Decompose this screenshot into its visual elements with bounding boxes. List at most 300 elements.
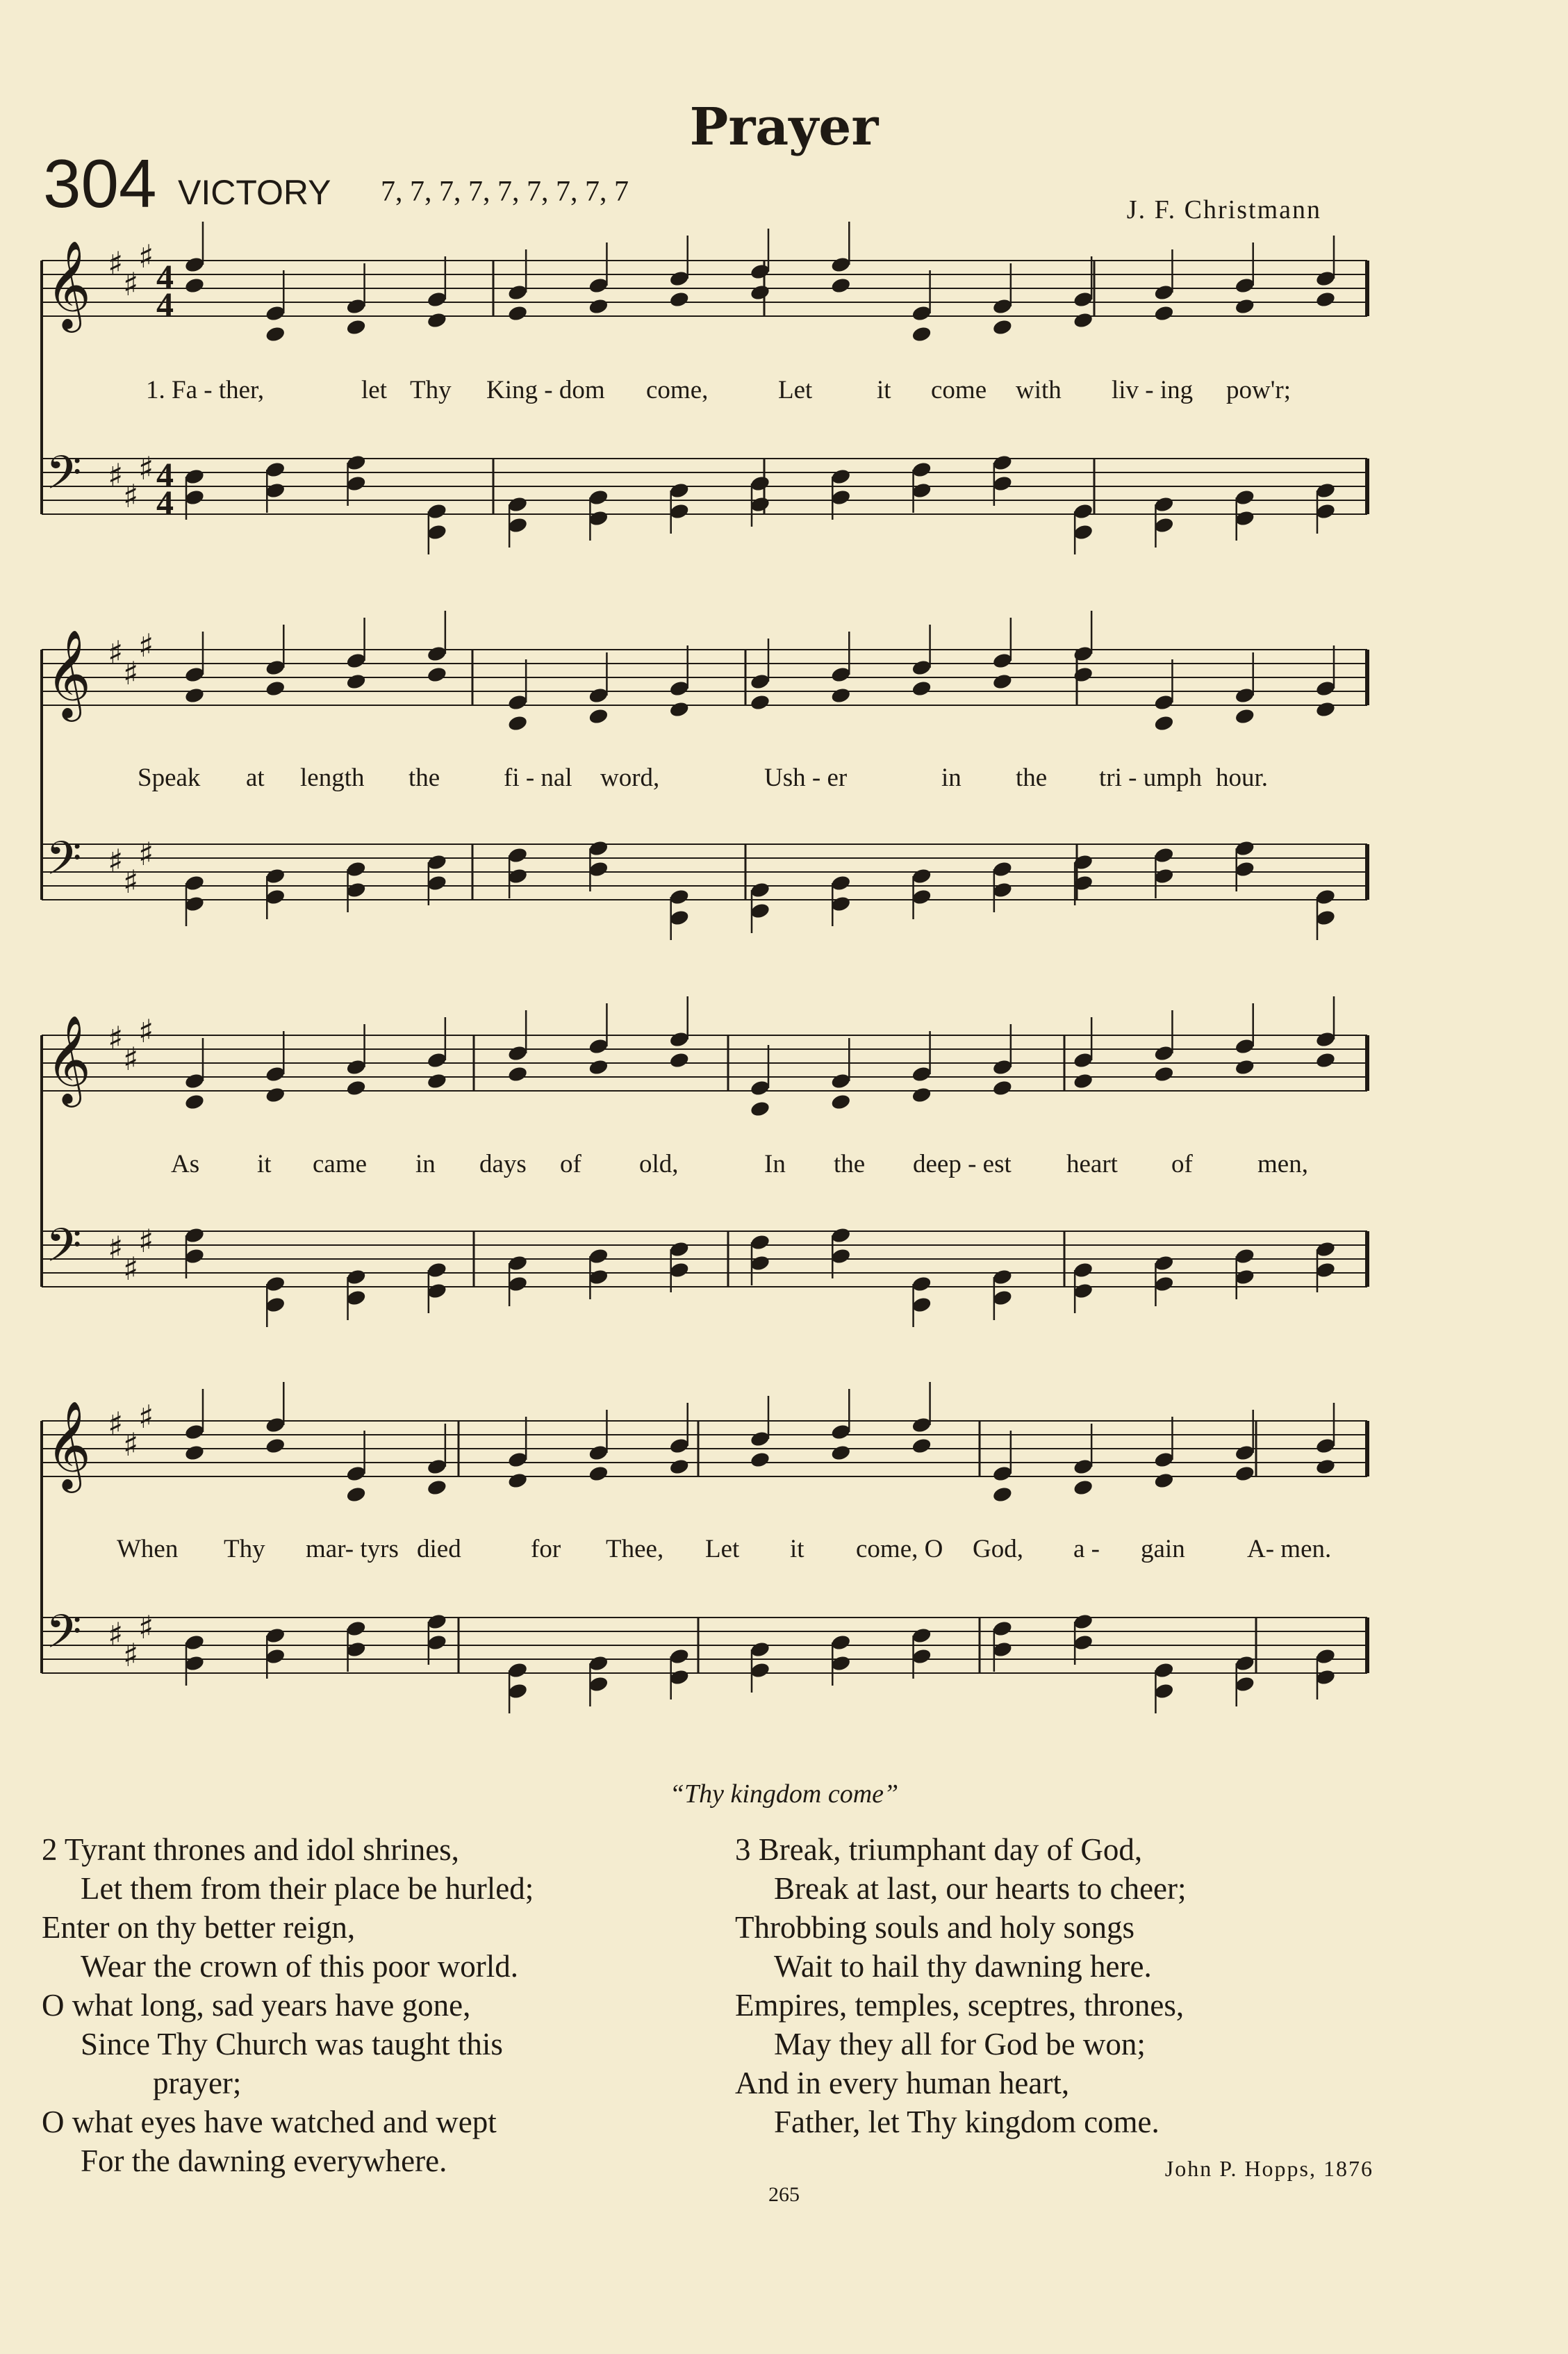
sharp-icon: ♯ (138, 1608, 154, 1646)
notehead (1234, 1465, 1255, 1483)
notehead (668, 1647, 690, 1665)
notehead (1315, 700, 1337, 718)
sharp-icon: ♯ (123, 1040, 139, 1078)
lyric-syllable: Speak (138, 764, 201, 792)
notehead (345, 318, 367, 336)
lyric-syllable: of (560, 1150, 581, 1178)
notehead (184, 277, 206, 295)
stanza-line: Let them from their place be hurled; (81, 1871, 534, 1906)
notehead (507, 846, 529, 864)
notehead (668, 502, 690, 520)
notehead (750, 1430, 771, 1448)
notehead (1234, 1058, 1255, 1076)
notehead (1073, 502, 1094, 520)
stanza-3 (735, 1830, 1187, 2141)
notehead (1234, 686, 1255, 705)
notehead (668, 290, 690, 308)
notehead (1234, 277, 1255, 295)
notehead (1073, 1458, 1094, 1476)
notehead (184, 488, 206, 507)
lyric-syllable: length (300, 764, 365, 792)
notehead (507, 304, 529, 322)
notehead (992, 1079, 1014, 1097)
notehead (265, 867, 286, 885)
page-number: 265 (768, 2183, 800, 2206)
time-signature-bottom: 4 (156, 285, 174, 324)
notehead (830, 666, 852, 684)
notehead (1153, 1275, 1175, 1293)
bass-clef-icon: 𝄢 (46, 832, 82, 896)
hymn-author: John P. Hopps, 1876 (1164, 2156, 1373, 2181)
tune-name: VICTORY (178, 173, 331, 212)
notehead (830, 1072, 852, 1090)
notehead (427, 1458, 448, 1476)
lyric-syllable: tri - umph (1099, 764, 1202, 792)
notehead (830, 277, 852, 295)
sharp-icon: ♯ (123, 655, 139, 692)
sharp-icon: ♯ (123, 1250, 139, 1287)
notehead (588, 1465, 609, 1483)
notehead (830, 686, 852, 705)
notehead (588, 1675, 609, 1693)
notehead (1315, 1240, 1337, 1258)
notehead (830, 256, 852, 274)
notehead (1073, 1051, 1094, 1069)
notehead (265, 1627, 286, 1645)
notehead (992, 860, 1014, 878)
notehead (265, 481, 286, 500)
time-signature-top: 4 (156, 455, 174, 494)
stanza-line: Wear the crown of this poor world. (81, 1949, 518, 1984)
notehead (911, 1627, 932, 1645)
notehead (911, 325, 932, 343)
lyric-syllable: the (1016, 764, 1048, 792)
notehead (427, 1261, 448, 1279)
lyric-syllable: hour. (1216, 764, 1269, 792)
notehead (427, 645, 448, 663)
notehead (265, 461, 286, 479)
notehead (507, 1472, 529, 1490)
notehead (668, 1668, 690, 1686)
lyric-syllable: Let (778, 376, 813, 404)
notehead (1315, 1261, 1337, 1279)
notehead (1073, 853, 1094, 871)
notehead (184, 1423, 206, 1441)
bass-clef-icon: 𝄢 (46, 1219, 82, 1283)
notehead (1153, 1451, 1175, 1469)
notehead (1073, 1613, 1094, 1631)
lyric-syllable: it (257, 1150, 272, 1178)
notehead (345, 297, 367, 315)
sharp-icon: ♯ (108, 1405, 124, 1442)
sharp-icon: ♯ (138, 450, 154, 487)
notehead (668, 1051, 690, 1069)
notehead (507, 1682, 529, 1700)
lyric-syllable: Thy (224, 1535, 265, 1563)
notehead (830, 1444, 852, 1462)
notehead (992, 318, 1014, 336)
notehead (1315, 680, 1337, 698)
notehead (427, 1479, 448, 1497)
notehead (427, 666, 448, 684)
stanza-line: Since Thy Church was taught this (81, 2027, 503, 2061)
notehead (1153, 304, 1175, 322)
notehead (345, 1485, 367, 1504)
notehead (588, 488, 609, 507)
lyric-syllable: a - (1073, 1535, 1100, 1563)
notehead (668, 909, 690, 927)
notehead (265, 325, 286, 343)
notehead (830, 1423, 852, 1441)
notehead (1073, 523, 1094, 541)
stanza-line: May they all for God be won; (774, 2027, 1146, 2061)
notehead (668, 680, 690, 698)
stanza-line: Throbbing souls and holy songs (735, 1910, 1135, 1945)
notehead (588, 1037, 609, 1055)
notehead (992, 881, 1014, 899)
notehead (588, 707, 609, 725)
notehead (830, 1654, 852, 1672)
notehead (265, 1275, 286, 1293)
notehead (427, 523, 448, 541)
treble-clef-icon: 𝄞 (46, 1400, 92, 1489)
notehead (992, 1289, 1014, 1307)
notehead (750, 673, 771, 691)
lyric-syllable: for (531, 1535, 561, 1563)
composer: J. F. Christmann (1126, 195, 1321, 224)
lyric-syllable: A- men. (1247, 1535, 1332, 1563)
sharp-icon: ♯ (108, 634, 124, 671)
notehead (1153, 495, 1175, 513)
stanza-line: Break at last, our hearts to cheer; (774, 1871, 1187, 1906)
sharp-icon: ♯ (138, 1012, 154, 1050)
lyric-syllable: died (417, 1535, 461, 1563)
notehead (427, 311, 448, 329)
notehead (1315, 481, 1337, 500)
notehead (1073, 1479, 1094, 1497)
lyric-syllable: Let (705, 1535, 740, 1563)
notehead (588, 1247, 609, 1265)
lyric-syllable: come, O (856, 1535, 943, 1563)
treble-clef-icon: 𝄞 (46, 629, 92, 718)
notehead (1315, 909, 1337, 927)
notehead (668, 1240, 690, 1258)
notehead (992, 1485, 1014, 1504)
stanza-line: Empires, temples, sceptres, thrones, (735, 1988, 1185, 2023)
treble-clef-icon: 𝄞 (46, 240, 92, 329)
lyric-syllable: men, (1257, 1150, 1308, 1178)
notehead (911, 680, 932, 698)
notehead (911, 1065, 932, 1083)
stanza-line: Enter on thy better reign, (42, 1910, 356, 1945)
notehead (588, 1654, 609, 1672)
treble-clef-icon: 𝄞 (46, 1014, 92, 1103)
notehead (750, 1100, 771, 1118)
lyric-syllable: Ush - er (764, 764, 848, 792)
notehead (992, 1465, 1014, 1483)
lyric-syllable: it (877, 376, 891, 404)
notehead (265, 1296, 286, 1314)
notehead (750, 495, 771, 513)
notehead (427, 290, 448, 308)
notehead (1315, 502, 1337, 520)
lyric-syllable: came (313, 1150, 368, 1178)
notehead (1315, 1458, 1337, 1476)
sharp-icon: ♯ (108, 456, 124, 494)
notehead (1153, 1044, 1175, 1062)
sharp-icon: ♯ (138, 1222, 154, 1260)
notehead (427, 853, 448, 871)
notehead (507, 1254, 529, 1272)
lyric-syllable: come (931, 376, 987, 404)
notehead (1153, 1065, 1175, 1083)
notehead (1234, 297, 1255, 315)
notehead (1153, 867, 1175, 885)
notehead (184, 1226, 206, 1244)
notehead (992, 673, 1014, 691)
notehead (1153, 846, 1175, 864)
lyric-syllable: in (415, 1150, 436, 1178)
notehead (588, 860, 609, 878)
notehead (265, 1086, 286, 1104)
notehead (588, 277, 609, 295)
notehead (1315, 1030, 1337, 1048)
notehead (668, 481, 690, 500)
notehead (750, 902, 771, 920)
lyric-syllable: In (764, 1150, 786, 1178)
notehead (1315, 270, 1337, 288)
sharp-icon: ♯ (138, 1398, 154, 1435)
lyric-syllable: Thy (410, 376, 452, 404)
hymn-number: 304 (43, 145, 157, 222)
notehead (830, 874, 852, 892)
notehead (588, 839, 609, 857)
notehead (1153, 516, 1175, 534)
notehead (830, 1093, 852, 1111)
lyric-syllable: liv - ing (1112, 376, 1194, 404)
notehead (427, 1282, 448, 1300)
notehead (507, 495, 529, 513)
time-signature-top: 4 (156, 257, 174, 296)
lyric-syllable: God, (973, 1535, 1023, 1563)
stanza-line: prayer; (153, 2066, 242, 2100)
notehead (750, 881, 771, 899)
notehead (1315, 290, 1337, 308)
notehead (830, 1226, 852, 1244)
section-title: Prayer (689, 97, 879, 157)
notehead (507, 1661, 529, 1679)
stanza-line: O what long, sad years have gone, (42, 1988, 471, 2023)
time-signature-bottom: 4 (156, 483, 174, 522)
notehead (911, 1416, 932, 1434)
notehead (184, 256, 206, 274)
notehead (1234, 1247, 1255, 1265)
lyric-syllable: the (834, 1150, 866, 1178)
sharp-icon: ♯ (108, 1019, 124, 1057)
notehead (1073, 1282, 1094, 1300)
notehead (1234, 1037, 1255, 1055)
notehead (668, 700, 690, 718)
notehead (265, 1065, 286, 1083)
bass-clef-icon: 𝄢 (46, 446, 82, 511)
notehead (507, 714, 529, 732)
notehead (507, 693, 529, 711)
lyric-syllable: word, (600, 764, 660, 792)
notehead (1073, 645, 1094, 663)
notehead (184, 468, 206, 486)
notehead (427, 874, 448, 892)
stanza-line: And in every human heart, (735, 2066, 1070, 2100)
notehead (992, 1620, 1014, 1638)
notehead (668, 270, 690, 288)
notehead (1315, 888, 1337, 906)
lyric-syllable: the (408, 764, 440, 792)
notehead (1234, 839, 1255, 857)
notehead (992, 475, 1014, 493)
notehead (1153, 714, 1175, 732)
notehead (1153, 1254, 1175, 1272)
notehead (750, 1079, 771, 1097)
notehead (992, 1268, 1014, 1286)
notehead (1073, 290, 1094, 308)
notehead (992, 1640, 1014, 1658)
notehead (1315, 1437, 1337, 1455)
notehead (507, 516, 529, 534)
sharp-icon: ♯ (108, 245, 124, 282)
stanza-line: Father, let Thy kingdom come. (774, 2105, 1160, 2139)
sharp-icon: ♯ (138, 835, 154, 873)
notehead (1073, 311, 1094, 329)
notehead (507, 1451, 529, 1469)
notehead (345, 1058, 367, 1076)
hymn-subtitle: “Thy kingdom come” (669, 1779, 899, 1809)
notehead (345, 1640, 367, 1658)
notehead (184, 686, 206, 705)
notehead (345, 1620, 367, 1638)
notehead (830, 1247, 852, 1265)
sharp-icon: ♯ (123, 863, 139, 900)
lyric-syllable: mar- tyrs (306, 1535, 399, 1563)
notehead (265, 1437, 286, 1455)
notehead (911, 1437, 932, 1455)
notehead (830, 468, 852, 486)
notehead (427, 502, 448, 520)
notehead (750, 693, 771, 711)
notehead (588, 1268, 609, 1286)
lyric-syllable: gain (1141, 1535, 1185, 1563)
lyric-syllable: of (1171, 1150, 1193, 1178)
notehead (507, 1275, 529, 1293)
lyric-syllable: Thee, (606, 1535, 664, 1563)
lyric-syllable: let (361, 376, 387, 404)
notehead (588, 509, 609, 527)
notehead (830, 1633, 852, 1652)
notehead (1234, 1654, 1255, 1672)
notehead (911, 304, 932, 322)
lyric-syllable: 1. Fa - ther, (146, 376, 265, 404)
notehead (345, 860, 367, 878)
notehead (427, 1051, 448, 1069)
notehead (1234, 1444, 1255, 1462)
lyric-syllable: When (117, 1535, 179, 1563)
notehead (265, 659, 286, 677)
notehead (911, 1086, 932, 1104)
notehead (345, 1465, 367, 1483)
notehead (184, 1444, 206, 1462)
lyric-syllable: As (171, 1150, 200, 1178)
lyric-syllable: with (1016, 376, 1062, 404)
notehead (1234, 707, 1255, 725)
lyric-syllable: old, (639, 1150, 679, 1178)
notehead (992, 1058, 1014, 1076)
notehead (507, 1044, 529, 1062)
notehead (911, 1647, 932, 1665)
notehead (345, 454, 367, 472)
notehead (1073, 874, 1094, 892)
lyric-syllable: deep - est (913, 1150, 1012, 1178)
stanza-line: 2 Tyrant thrones and idol shrines, (42, 1832, 459, 1867)
notehead (184, 1072, 206, 1090)
lyric-syllable: it (790, 1535, 804, 1563)
notehead (911, 659, 932, 677)
notehead (668, 1458, 690, 1476)
lyric-syllable: pow'r; (1226, 376, 1291, 404)
notehead (427, 1072, 448, 1090)
notehead (427, 1633, 448, 1652)
notehead (184, 1633, 206, 1652)
notehead (345, 881, 367, 899)
lyric-syllable: King - dom (486, 376, 605, 404)
lyric-syllable: fi - nal (504, 764, 572, 792)
notehead (184, 874, 206, 892)
notehead (911, 481, 932, 500)
sharp-icon: ♯ (138, 627, 154, 664)
notehead (507, 1065, 529, 1083)
notehead (184, 1654, 206, 1672)
notehead (750, 263, 771, 281)
notehead (184, 666, 206, 684)
notehead (750, 283, 771, 302)
notehead (911, 461, 932, 479)
notehead (265, 888, 286, 906)
sharp-icon: ♯ (108, 842, 124, 880)
sharp-icon: ♯ (123, 1636, 139, 1674)
lyric-syllable: days (479, 1150, 527, 1178)
notehead (992, 297, 1014, 315)
notehead (830, 895, 852, 913)
stanza-line: 3 Break, triumphant day of God, (735, 1832, 1143, 1867)
notehead (911, 1296, 932, 1314)
notehead (992, 652, 1014, 670)
notehead (345, 1079, 367, 1097)
notehead (1315, 1668, 1337, 1686)
notehead (1234, 1268, 1255, 1286)
notehead (750, 475, 771, 493)
notehead (1315, 1647, 1337, 1665)
lyric-syllable: come, (646, 376, 709, 404)
notehead (427, 1613, 448, 1631)
notehead (588, 1444, 609, 1462)
stanza-2 (42, 1830, 534, 2180)
sharp-icon: ♯ (123, 1426, 139, 1463)
notehead (750, 1640, 771, 1658)
notehead (1234, 860, 1255, 878)
notehead (750, 1254, 771, 1272)
notehead (345, 475, 367, 493)
stanza-line: O what eyes have watched and wept (42, 2105, 497, 2139)
notehead (992, 454, 1014, 472)
notehead (1153, 693, 1175, 711)
